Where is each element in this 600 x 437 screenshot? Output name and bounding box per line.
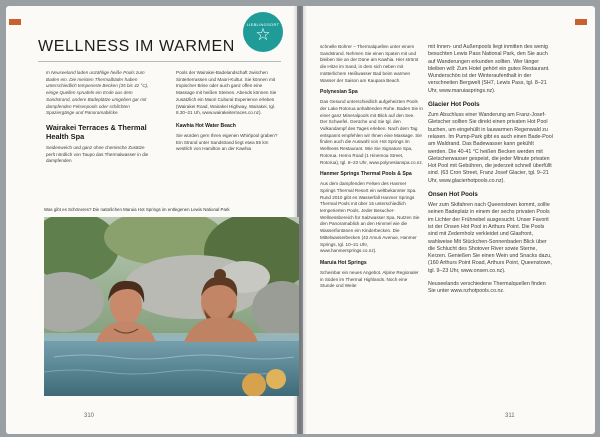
favorite-place-badge (243, 12, 283, 52)
photo-caption: Was gibt es Schöneres? Die natürlichen Maruia Hot Springs im entlegenen Lewis National Park (44, 207, 230, 212)
maruia-text: Scheinbar ein neues Angebot. Alpine Regionaler in Süden im Thermal Highlands. Noch eine Stunde und Weite (320, 269, 419, 289)
left-page-number: 310 (84, 413, 95, 419)
hot-spring-photo (44, 217, 299, 396)
hanmer-springs-text: Aus dem dampfenden Felsen des Hanmer Springs Thermal Resort ein weltbekannter Spa. Rund 2010 gibt es Wasserfall Hanmer Springs Thermal Pools mit über 15 unterschiedlich temperierten Pools. Jeder Besucher-Wellnessbereich für Salzwasser Spa. Nutzen Sie den Panoramablick an den Himmel wie die Wasserfontänen ein Kinderbecken. Die Mittelwasserbecken (42 Amuri Avenue, Hanmer Springs, tgl. 10–21 Uhr, www.hanmersprings.co.nz). (320, 181, 420, 254)
glacier-hot-pools-heading: Glacier Hot Pools (428, 101, 480, 109)
kawhia-text-continued: schnelle Bohrer – Thermalquellen unter einem Sandstrand. Nehmen Sie einen Spaten mit und bleiben Sie an der Düne am Kawhia. Hier strömt die Hitze im Sand, in dem sich neben mit mütterlichem Heißwasser Bad beim warmen Wasser der Saison am Kaupara Beach. (320, 44, 419, 83)
right-page-number: 311 (505, 413, 515, 419)
right-page-tab-marker (575, 19, 587, 25)
title-divider (38, 61, 281, 62)
maruia-heading: Maruia Hot Springs (320, 259, 367, 266)
left-column-2 (176, 70, 281, 153)
star-icon: ☆ (255, 25, 271, 44)
kawhia-text: Sie würden gern Ihren eigenen Whirlpool graben? Ein Strand unter Sandstrand liegt etwa 55 km westlich von Hamilton an der Kawhia (176, 132, 278, 152)
polynesian-spa-text: Das Gesund unterschiedlich aufgeheizten Pools der Lake Rotorua anhaltenden Ruhe. Baden Sie in einer ganz Mineralpools mit Blick auf den See. Der Schwefel, Gerüche und Sie tgl. den Vulkandampf des Tages erleben. Nach dem Tag entspannt empfehlen wir Ihnen eine Massage. Sie finden auch die Auswahl von Hot Springs im Wellness Restaurant. Wie Sie Signature Spa, Rotorua. Hemo Road (1 Hinemoa Street, Rotorua), tgl. 8–23 Uhr, www.polynesianspa.co.nz. (320, 99, 423, 165)
kawhia-heading: Kawhia Hot Water Beach (176, 122, 236, 129)
intro-text: In Neuseeland laden unzählige heiße Pools zum Baden ein. Die meisten Thermalbäder haben unterschiedlich temperierte Becken (35 bis 42 °C), einige Quellen sprudeln ein Ende aus dem Sandstrand, andere Badeplätze umgeben gar mit dampfenden Felsenpools oder schlichten Spaziergänge und Panoramablicke. (46, 70, 149, 116)
left-page-tab-marker (9, 19, 21, 25)
polynesian-spa-heading: Polynesian Spa (320, 89, 358, 96)
glacier-hot-pools-text: Zum Abschluss einer Wanderung am Franz-Josef-Gletscher sollten Sie direkt einen privaten Hot Pool buchen, um eingehüllt in lauwarmen Regenwald zu relaxen. Im Pump-Park gibt es auch einen Bade-Pool am Waldrand. Das Badewasser kann gekühlt werden. Die 40-41 °C heißen Becken werden mit Gletscherwasser gespeist, die jeder Minute privaten Hot Pool mit Gebühren, die jederzeit schnell überfüllt sind. (63 Cron Street, Franz Josef Glacier, tgl. 9–21 Uhr, www.glacierhotpools.co.nz). (428, 112, 553, 184)
wairakei-text: Seidenweich und ganz ohne chemische Zusätze perlt nördlich von Taupo das Thermalwasser in die dampfenden (46, 144, 149, 164)
badge-label: LIEBLINGSORT (246, 22, 280, 27)
wairakei-text-continued: Pools der Wairakei-Badelandschaft zwischen Sinterterrassen und Maori-Kultur. Sie können mit tropischer Brise oder auch ganz offen eine Massage mit heißen Steinen. Abends können Sie zusätzlich ein Maori Cultural Experience erleben (Wairakei Road, Wairakei Highway, Wairakei, tgl. 8.30–21 Uh, www.wairakeiterraces.co.nz). (176, 70, 277, 116)
onsen-hot-pools-text: Wer zum Skifahren nach Queenstown kommt, sollte seinen Badeplatz in einem der sechs privaten Pools im Lichter der Frühnebel ausgesucht. Unser Favorit ist der Onsen Hot Pool in Arthurs Point. Die Pools sind mit Zedernholz verkleidet und Glasfront, wahlweise Mit Stückchen-Sonnenbaden Blick über die Schlucht des Shotover River sowie Sterne, Kerzen. Genießen Sie einen Wein und Snacks dazu, (160 Arthurs Point Road, Arthurs Point, Queenstown, tgl. 9–23 Uhr, www.onsen.co.nz). (428, 202, 552, 274)
closing-text: Neuseelands verschiedene Thermalquellen finden Sie unter www.nzhotpools.co.nz. (428, 281, 546, 295)
wairakei-heading: Wairakei Terraces & Thermal Health Spa (46, 122, 147, 141)
left-column-1 (46, 70, 154, 165)
maruia-text-continued: mit Innen- und Außenpools liegt inmitten des wenig besuchten Lewis Pass National Park, den Sie auch auf Wanderungen erkunden sollten. Wer länger bleiben will: Zum Hotel gehört ein gutes Restaurant. Wunderschön ist der Winteraufenthalt in der verschneiten Bergwelt (SH7, Lewis Pass, tgl. 8–21 Uhr, www.maruiasprings.nz). (428, 44, 550, 94)
right-column-1 (320, 44, 423, 290)
onsen-hot-pools-heading: Onsen Hot Pools (428, 191, 478, 199)
hot-spring-illustration (44, 217, 299, 396)
hanmer-springs-heading: Hanmer Springs Thermal Pools & Spa (320, 171, 412, 178)
page-title: WELLNESS IM WARMEN (38, 38, 235, 55)
right-column-2 (428, 44, 553, 296)
